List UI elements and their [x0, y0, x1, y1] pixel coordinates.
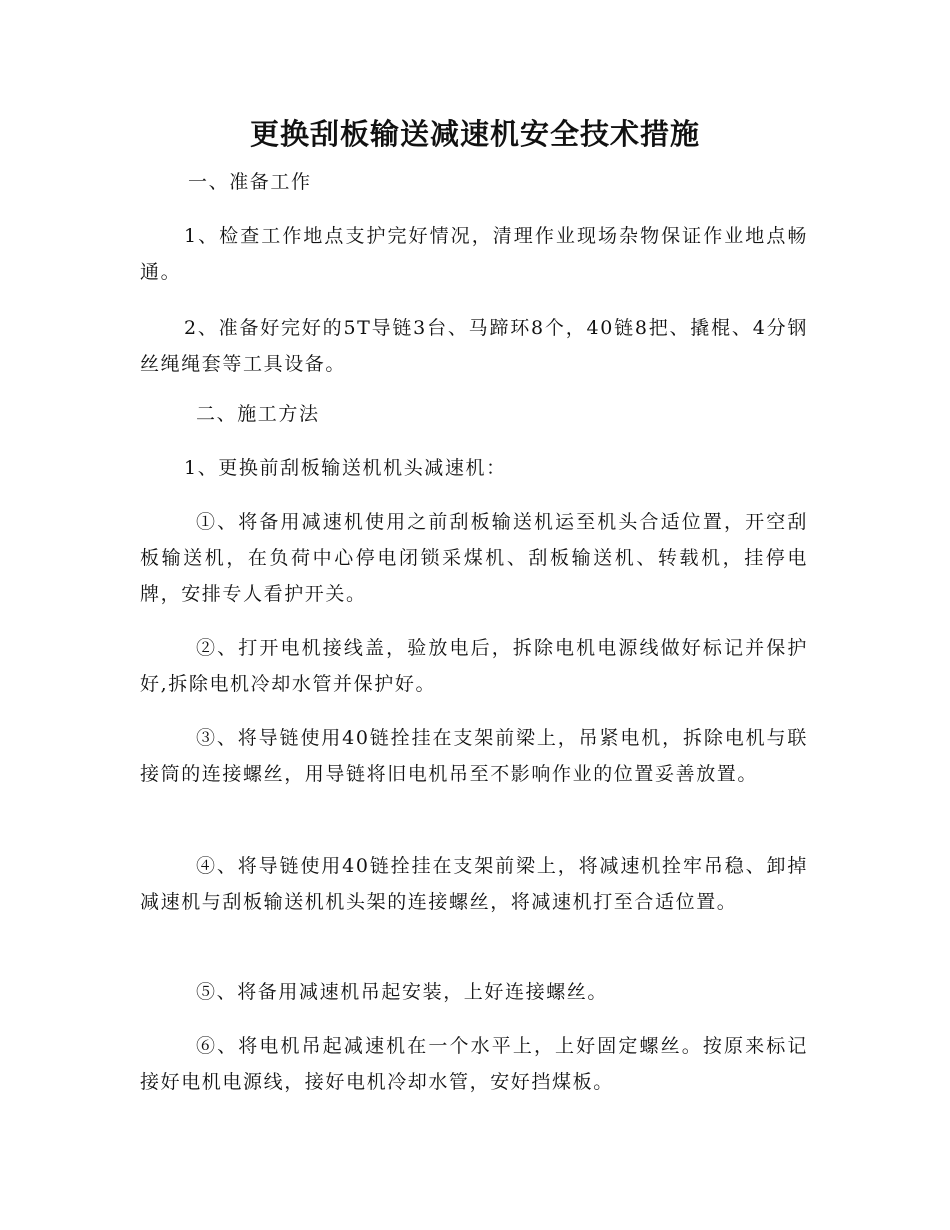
step-6: ⑥、将电机吊起减速机在一个水平上，上好固定螺丝。按原来标记接好电机电源线，接好电机冷却水管，安好挡煤板。 [140, 1035, 808, 1093]
step-5: ⑤、将备用减速机吊起安装，上好连接螺丝。 [196, 981, 609, 1003]
document-title: 更换刮板输送减速机安全技术措施 [249, 117, 700, 151]
paragraph-prepare-tools: 2、准备好完好的5T导链3台、马蹄环8个，40链8把、撬棍、4分钢丝绳绳套等工具设备。 [140, 317, 808, 375]
paragraph-check-site: 1、检查工作地点支护完好情况，清理作业现场杂物保证作业地点畅通。 [140, 225, 808, 283]
section-heading-method: 二、施工方法 [196, 403, 320, 425]
step-1: ①、将备用减速机使用之前刮板输送机运至机头合适位置，开空刮板输送机，在负荷中心停电闭锁采煤机、刮板输送机、转载机，挂停电牌，安排专人看护开关。 [140, 511, 808, 605]
subheading-replace-reducer: 1、更换前刮板输送机机头减速机： [184, 457, 507, 479]
section-heading-preparation: 一、准备工作 [188, 171, 312, 193]
step-4: ④、将导链使用40链拴挂在支架前梁上，将减速机拴牢吊稳、卸掉减速机与刮板输送机机头架的连接螺丝，将减速机打至合适位置。 [140, 855, 808, 913]
step-2: ②、打开电机接线盖，验放电后，拆除电机电源线做好标记并保护好,拆除电机冷却水管并保护好。 [140, 637, 808, 695]
step-3: ③、将导链使用40链拴挂在支架前梁上，吊紧电机，拆除电机与联接筒的连接螺丝，用导链将旧电机吊至不影响作业的位置妥善放置。 [140, 727, 808, 785]
